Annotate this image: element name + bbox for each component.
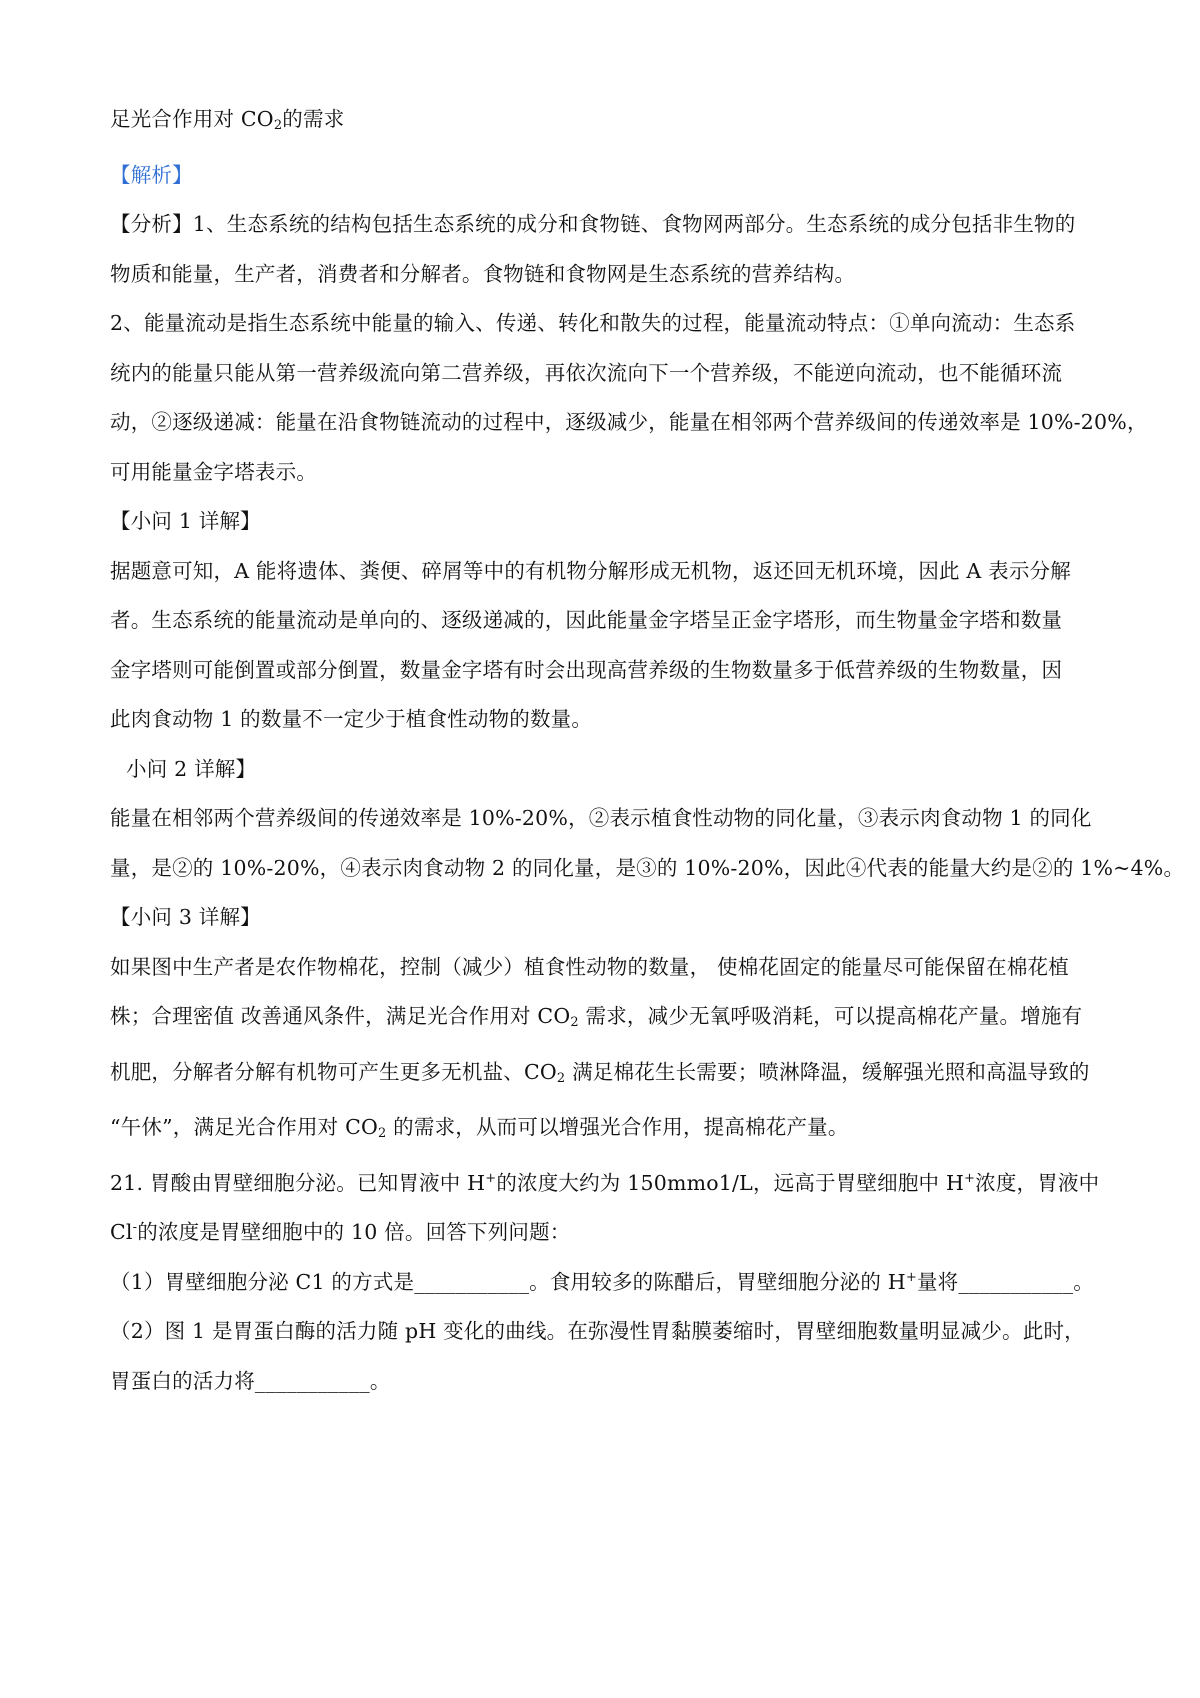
- text-line: 2、能量流动是指生态系统中能量的输入、传递、转化和散失的过程，能量流动特点：①单向流动：生态系: [110, 311, 1076, 335]
- text-line: 如果图中生产者是农作物棉花，控制（减少）植食性动物的数量， 使棉花固定的能量尽可能保留在棉花植: [110, 954, 1069, 979]
- text-line: 物质和能量，生产者，消费者和分解者。食物链和食物网是生态系统的营养结构。: [110, 261, 856, 286]
- text-line: 【分析】1、生态系统的结构包括生态系统的成分和食物链、食物网两部分。生态系统的成分包括非生物的: [110, 212, 1076, 236]
- subquestion-heading: 【小问 3 详解】: [110, 905, 261, 929]
- text-line: 金字塔则可能倒置或部分倒置，数量金字塔有时会出现高营养级的生物数量多于低营养级的生物数量，因: [110, 657, 1063, 682]
- subquestion-heading: 【小问 1 详解】: [110, 509, 261, 533]
- document-page: [110, 95, 1185, 1406]
- text-line: 足光合作用对 $CO_2$的需求: [110, 107, 345, 133]
- question-21-stem: Cl-的浓度是胃壁细胞中的 10 倍。回答下列问题：: [110, 1220, 571, 1244]
- question-21-part-1: （1）胃壁细胞分泌 C1 的方式是___________。食用较多的陈醋后，胃壁细胞分泌的 H+量将___________。: [110, 1269, 1095, 1294]
- question-21-stem: 21. 胃酸由胃壁细胞分泌。已知胃液中 H+的浓度大约为 150mmo1/L，远高于胃壁细胞中 H+浓度，胃液中: [110, 1170, 1100, 1195]
- text-line: 株；合理密值 改善通风条件，满足光合作用对 $CO_2$ 需求，减少无氧呼吸消耗，可以提高棉花产量。增施有: [110, 1004, 1083, 1030]
- question-21-part-2: 胃蛋白的活力将___________。: [110, 1368, 391, 1393]
- text-line: 者。生态系统的能量流动是单向的、逐级递减的，因此能量金字塔呈正金字塔形，而生物量金字塔和数量: [110, 608, 1063, 632]
- section-heading-analysis: 【解析】: [110, 162, 193, 187]
- question-21-part-2: （2）图 1 是胃蛋白酶的活力随 pH 变化的曲线。在弥漫性胃黏膜萎缩时，胃壁细胞数量明显减少。此时，: [110, 1319, 1085, 1343]
- text-line: 能量在相邻两个营养级间的传递效率是 10%-20%，②表示植食性动物的同化量，③表示肉食动物 1 的同化: [110, 806, 1092, 830]
- text-line: 统内的能量只能从第一营养级流向第二营养级，再依次流向下一个营养级，不能逆向流动，也不能循环流: [110, 360, 1063, 385]
- text-line: 机肥，分解者分解有机物可产生更多无机盐、$CO_2$ 满足棉花生长需要；喷淋降温，缓解强光照和高温导致的: [110, 1059, 1090, 1086]
- text-line: 动，②逐级递减：能量在沿食物链流动的过程中，逐级减少，能量在相邻两个营养级间的传递效率是 10%-20%，: [110, 410, 1148, 434]
- text-line: 量，是②的 10%-20%，④表示肉食动物 2 的同化量，是③的 10%-20%，因此④代表的能量大约是②的 1%~4%。: [110, 855, 1185, 880]
- text-line: 此肉食动物 1 的数量不一定少于植食性动物的数量。: [110, 707, 593, 731]
- subquestion-heading: 小问 2 详解】: [126, 756, 257, 781]
- text-line: 可用能量金字塔表示。: [110, 459, 317, 484]
- text-line: 据题意可知，A 能将遗体、粪便、碎屑等中的有机物分解形成无机物，返还回无机环境，因此 A 表示分解: [110, 558, 1071, 583]
- text-line: “午休”，满足光合作用对 $CO_2$ 的需求，从而可以增强光合作用，提高棉花产量。: [110, 1115, 849, 1141]
